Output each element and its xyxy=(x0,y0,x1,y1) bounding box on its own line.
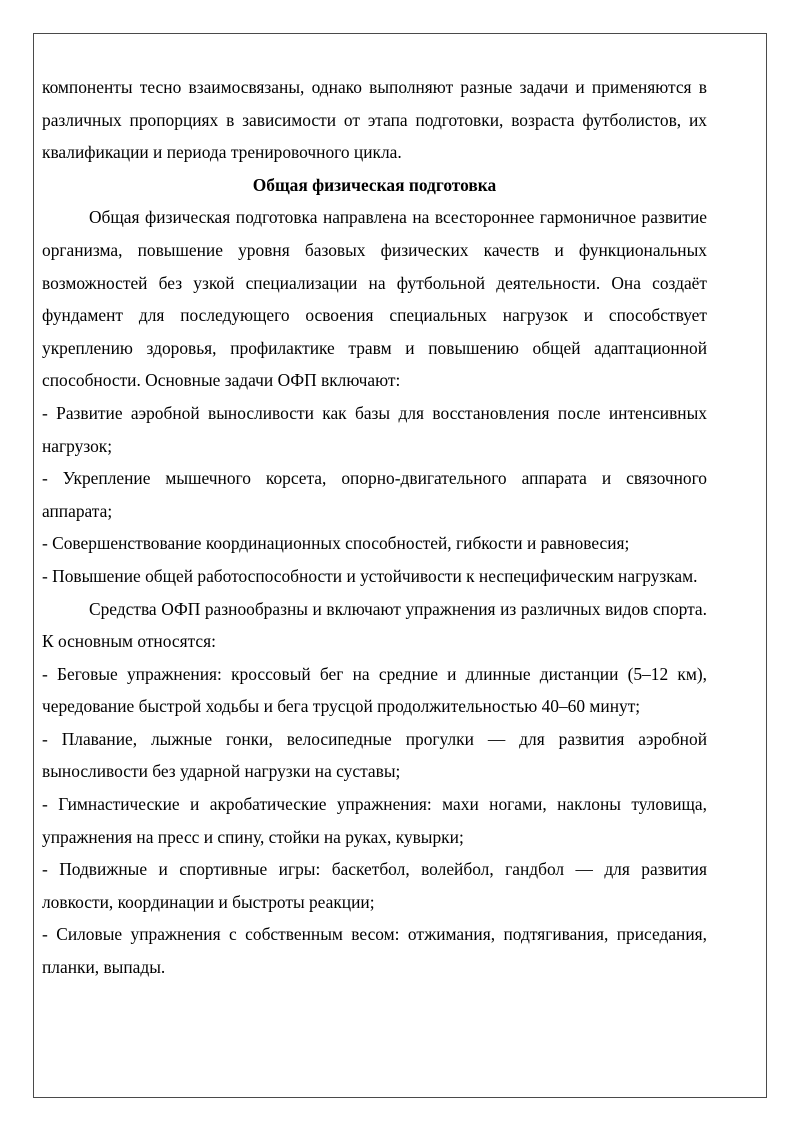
list-item: - Беговые упражнения: кроссовый бег на средние и длинные дистанции (5–12 км), чередование быстрой ходьбы и бега трусцой продолжительностью 40–60 минут; xyxy=(42,663,707,717)
section-heading: Общая физическая подготовка xyxy=(252,174,497,195)
tasks-list xyxy=(42,397,707,593)
list-item: - Гимнастические и акробатические упражнения: махи ногами, наклоны туловища, упражнения на пресс и спину, стойки на руках, кувырки; xyxy=(42,794,707,847)
list-item: - Повышение общей работоспособности и устойчивости к неспецифическим нагрузкам. xyxy=(42,565,698,586)
list-item: - Силовые упражнения с собственным весом: отжимания, подтягивания, приседания, планки, выпады. xyxy=(42,924,707,978)
intro-paragraph: компоненты тесно взаимосвязаны, однако выполняют разные задачи и применяются в различных пропорциях в зависимости от этапа подготовки, возраста футболистов, их квалификации и периода тренировочного цикла. xyxy=(42,77,707,163)
ofp-definition-paragraph: Общая физическая подготовка направлена на всестороннее гармоничное развитие организма, повышение уровня базовых физических качеств и функциональных возможностей без узкой специализации на футбольной деятельности. Она создаёт фундамент для последующего освоения специальных нагрузок и способствует укреплению здоровья, профилактике травм и повышению общей адаптационной способности. Основные задачи ОФП включают: xyxy=(42,207,707,391)
document-body xyxy=(42,71,707,984)
means-list xyxy=(42,658,707,984)
list-item: - Укрепление мышечного корсета, опорно-двигательного аппарата и связочного аппарата; xyxy=(42,468,707,521)
list-item: - Совершенствование координационных способностей, гибкости и равновесия; xyxy=(42,533,630,554)
list-item: - Плавание, лыжные гонки, велосипедные прогулки — для развития аэробной выносливости без ударной нагрузки на суставы; xyxy=(42,728,707,782)
ofp-means-paragraph: Средства ОФП разнообразны и включают упражнения из различных видов спорта. К основным относятся: xyxy=(42,598,707,652)
list-item: - Подвижные и спортивные игры: баскетбол, волейбол, гандбол — для развития ловкости, координации и быстроты реакции; xyxy=(42,859,707,912)
list-item: - Развитие аэробной выносливости как базы для восстановления после интенсивных нагрузок; xyxy=(42,402,707,456)
